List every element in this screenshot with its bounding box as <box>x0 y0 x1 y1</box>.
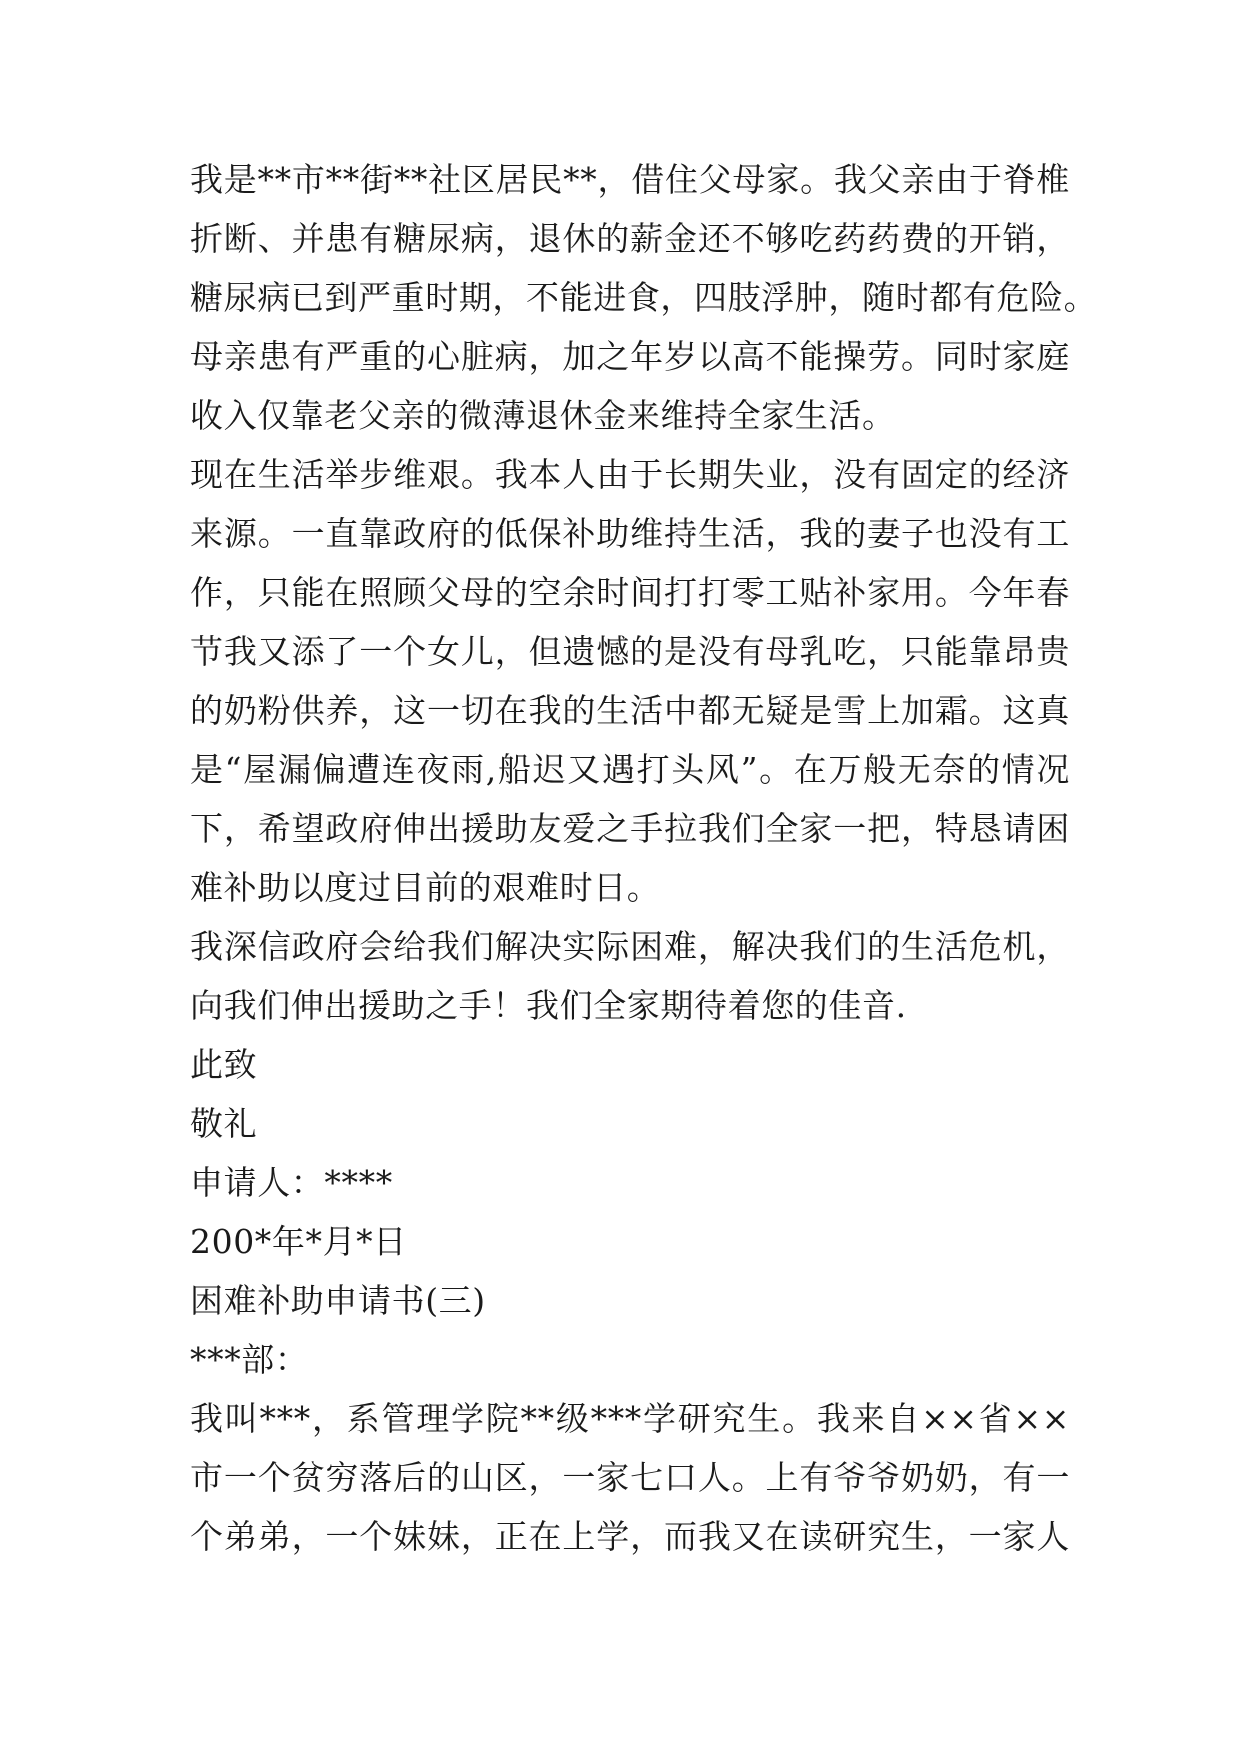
text-line: 此致 <box>190 1045 258 1084</box>
text-line: 我是**市**街**社区居民**，借住父母家。我父亲由于脊椎 <box>190 160 1070 199</box>
text-line: 的奶粉供养，这一切在我的生活中都无疑是雪上加霜。这真 <box>190 691 1070 730</box>
text-line: 糖尿病已到严重时期，不能进食，四肢浮肿，随时都有危险。 <box>190 278 1098 317</box>
text-line: 下，希望政府伸出援助友爱之手拉我们全家一把，特恳请困 <box>190 809 1070 848</box>
text-line: 现在生活举步维艰。我本人由于长期失业，没有固定的经济 <box>190 455 1070 494</box>
text-line: 申请人：**** <box>190 1163 393 1202</box>
text-line: 向我们伸出援助之手！我们全家期待着您的佳音. <box>190 986 907 1025</box>
text-line: 是“屋漏偏遭连夜雨,船迟又遇打头风”。在万般无奈的情况 <box>190 750 1070 789</box>
text-line: 200*年*月*日 <box>190 1222 407 1261</box>
text-line: 作，只能在照顾父母的空余时间打打零工贴补家用。今年春 <box>190 573 1070 612</box>
text-line: 个弟弟，一个妹妹，正在上学，而我又在读研究生，一家人 <box>190 1517 1070 1556</box>
text-line: 收入仅靠老父亲的微薄退休金来维持全家生活。 <box>190 396 896 435</box>
text-line: 节我又添了一个女儿，但遗憾的是没有母乳吃，只能靠昂贵 <box>190 632 1070 671</box>
text-line: 难补助以度过目前的艰难时日。 <box>190 868 661 907</box>
text-line: 折断、并患有糖尿病，退休的薪金还不够吃药药费的开销， <box>190 219 1070 258</box>
letter-body <box>190 150 1098 1566</box>
text-line: 我深信政府会给我们解决实际困难，解决我们的生活危机， <box>190 927 1070 966</box>
text-line: ***部： <box>190 1340 309 1379</box>
text-line: 敬礼 <box>190 1104 258 1143</box>
text-line: 困难补助申请书(三) <box>190 1281 486 1320</box>
text-line: 来源。一直靠政府的低保补助维持生活，我的妻子也没有工 <box>190 514 1070 553</box>
text-line: 母亲患有严重的心脏病，加之年岁以高不能操劳。同时家庭 <box>190 337 1070 376</box>
text-line: 我叫***，系管理学院**级***学研究生。我来自××省×× <box>190 1399 1070 1438</box>
text-line: 市一个贫穷落后的山区，一家七口人。上有爷爷奶奶，有一 <box>190 1458 1070 1497</box>
